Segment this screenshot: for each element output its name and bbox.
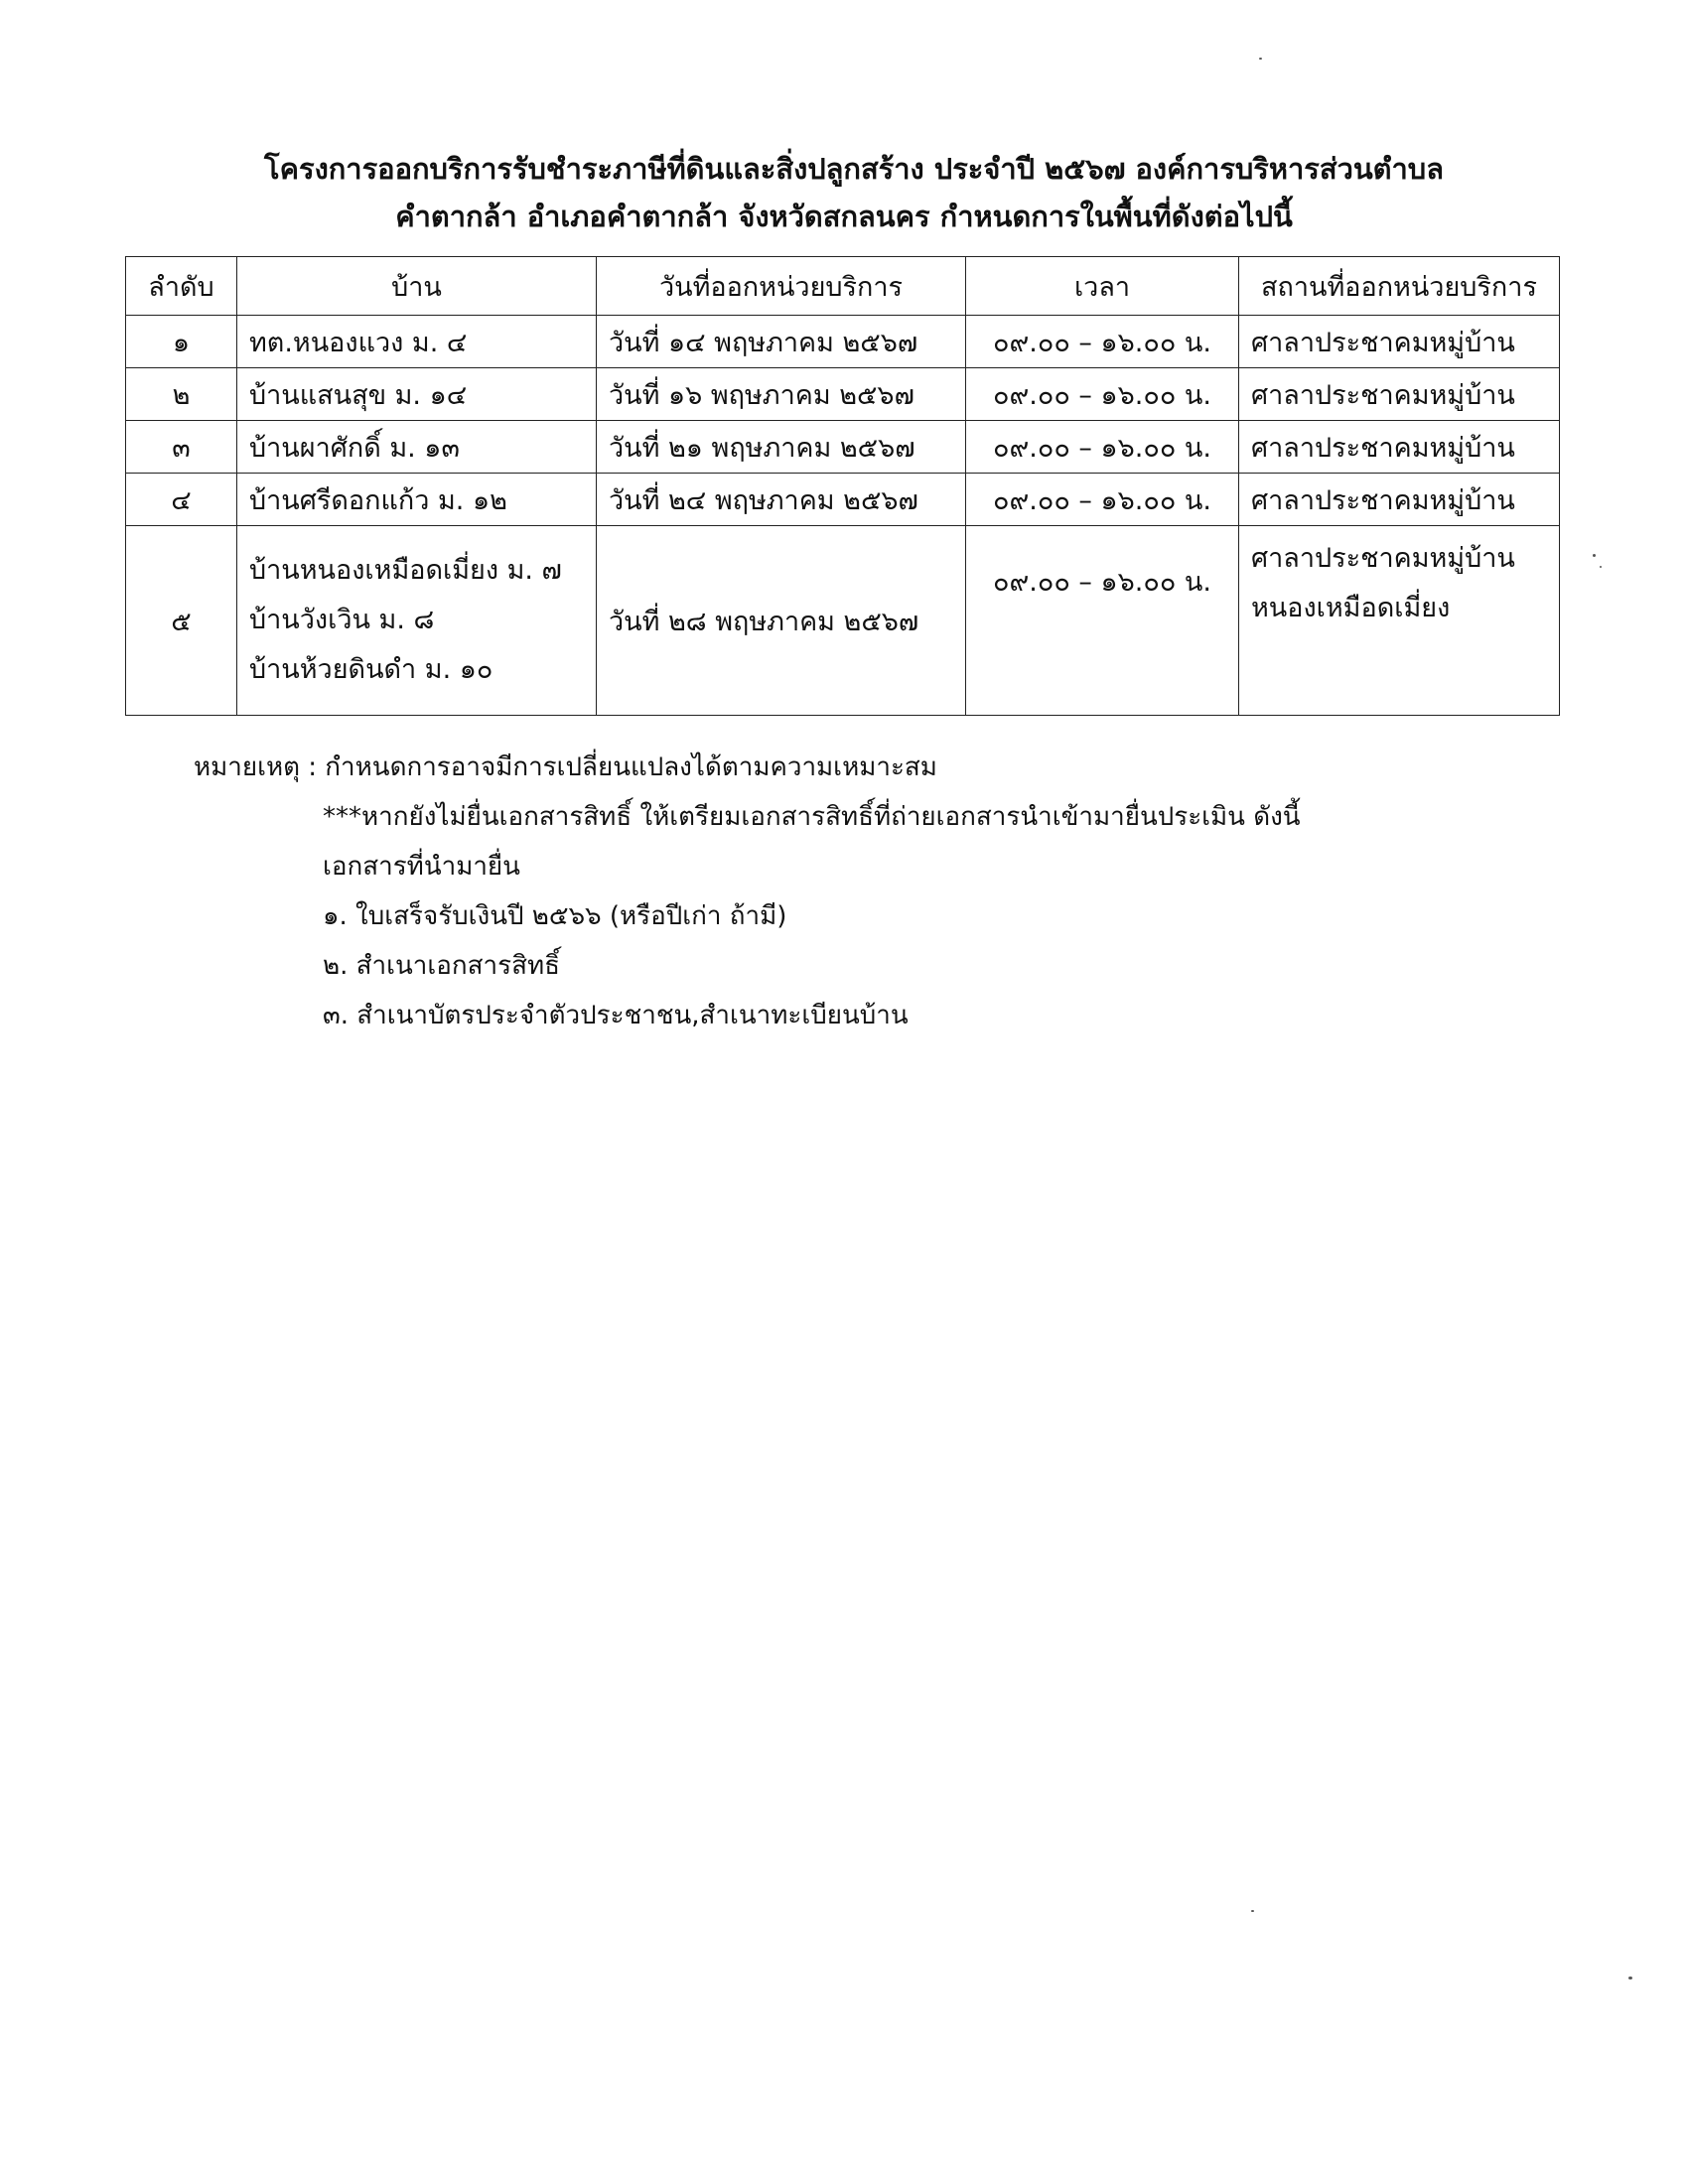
row-place: ศาลาประชาคมหมู่บ้าน	[1239, 474, 1560, 526]
docs-heading: เอกสารที่นำมายื่น	[323, 852, 520, 882]
scan-speck	[1259, 58, 1262, 60]
row-date: วันที่ ๒๘ พฤษภาคม ๒๕๖๗	[597, 526, 966, 716]
row-time: ๐๙.๐๐ – ๑๖.๐๐ น.	[966, 526, 1239, 716]
document-title-line-2: คำตากล้า อำเภอคำตากล้า จังหวัดสกลนคร กำหนดการในพื้นที่ดังต่อไปนี้	[395, 200, 1293, 233]
header-seq: ลำดับ	[126, 257, 237, 316]
row-village-group	[237, 526, 597, 716]
row-seq: ๓	[126, 421, 237, 474]
row-village: บ้านศรีดอกแก้ว ม. ๑๒	[237, 474, 597, 526]
row-time: ๐๙.๐๐ – ๑๖.๐๐ น.	[966, 368, 1239, 421]
row-seq: ๑	[126, 316, 237, 368]
row-seq: ๕	[126, 526, 237, 716]
row-seq: ๒	[126, 368, 237, 421]
doc-item: ๓. สำเนาบัตรประจำตัวประชาชน,สำเนาทะเบียนบ้าน	[323, 1001, 909, 1030]
row-date: วันที่ ๑๔ พฤษภาคม ๒๕๖๗	[597, 316, 966, 368]
row-seq: ๔	[126, 474, 237, 526]
row-time: ๐๙.๐๐ – ๑๖.๐๐ น.	[966, 316, 1239, 368]
notes-section	[194, 743, 1301, 1040]
scan-speck	[1628, 1977, 1632, 1979]
doc-item: ๒. สำเนาเอกสารสิทธิ์	[323, 951, 560, 981]
row-village: บ้านแสนสุข ม. ๑๔	[237, 368, 597, 421]
row-place: ศาลาประชาคมหมู่บ้าน	[1239, 421, 1560, 474]
scan-speck	[1251, 1910, 1254, 1912]
row-place: ศาลาประชาคมหมู่บ้าน	[1251, 543, 1515, 574]
row-village: บ้านวังเวิน ม. ๘	[249, 605, 435, 635]
scan-speck	[1600, 566, 1602, 568]
header-date: วันที่ออกหน่วยบริการ	[597, 257, 966, 316]
table-row	[126, 316, 1560, 368]
row-place: ศาลาประชาคมหมู่บ้าน	[1239, 316, 1560, 368]
table-row	[126, 368, 1560, 421]
row-place-group	[1239, 526, 1560, 716]
header-place: สถานที่ออกหน่วยบริการ	[1239, 257, 1560, 316]
table-header-row	[126, 257, 1560, 316]
row-date: วันที่ ๒๔ พฤษภาคม ๒๕๖๗	[597, 474, 966, 526]
row-village: บ้านห้วยดินดำ ม. ๑๐	[249, 654, 493, 685]
row-place: หนองเหมือดเมี่ยง	[1251, 593, 1451, 623]
table-row	[126, 526, 1560, 716]
row-date: วันที่ ๑๖ พฤษภาคม ๒๕๖๗	[597, 368, 966, 421]
table-row	[126, 474, 1560, 526]
row-village: บ้านผาศักดิ์ ม. ๑๓	[237, 421, 597, 474]
header-village: บ้าน	[237, 257, 597, 316]
row-date: วันที่ ๒๑ พฤษภาคม ๒๕๖๗	[597, 421, 966, 474]
row-time: ๐๙.๐๐ – ๑๖.๐๐ น.	[966, 421, 1239, 474]
schedule-table	[125, 256, 1560, 716]
row-village: บ้านหนองเหมือดเมี่ยง ม. ๗	[249, 555, 562, 586]
row-time: ๐๙.๐๐ – ๑๖.๐๐ น.	[966, 474, 1239, 526]
instruction-text: ***หากยังไม่ยื่นเอกสารสิทธิ์ ให้เตรียมเอกสารสิทธิ์ที่ถ่ายเอกสารนำเข้ามายื่นประเมิน ดังนี้	[323, 802, 1301, 832]
scan-speck	[1593, 554, 1596, 557]
header-time: เวลา	[966, 257, 1239, 316]
row-village: ทต.หนองแวง ม. ๔	[237, 316, 597, 368]
document-title-line-1: โครงการออกบริการรับชำระภาษีที่ดินและสิ่งปลูกสร้าง ประจำปี ๒๕๖๗ องค์การบริหารส่วนตำบล	[264, 152, 1444, 186]
row-place: ศาลาประชาคมหมู่บ้าน	[1239, 368, 1560, 421]
doc-item: ๑. ใบเสร็จรับเงินปี ๒๕๖๖ (หรือปีเก่า ถ้ามี)	[323, 901, 787, 931]
table-row	[126, 421, 1560, 474]
remark-text: หมายเหตุ : กำหนดการอาจมีการเปลี่ยนแปลงได้ตามความเหมาะสม	[194, 752, 937, 782]
